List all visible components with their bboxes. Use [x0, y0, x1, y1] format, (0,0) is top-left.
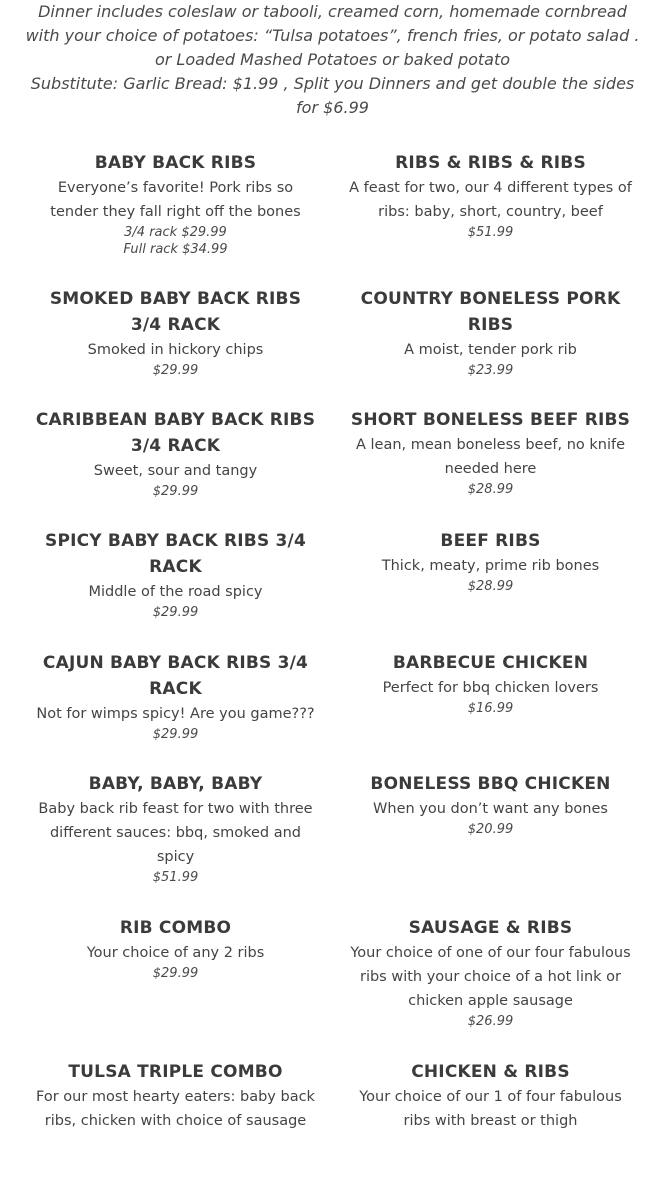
item-price: $29.99 [152, 484, 199, 499]
item-description: Smoked in hickory chips [87, 342, 264, 358]
menu-item-baby-baby-baby [18, 771, 333, 915]
item-title: BONELESS BBQ CHICKEN [370, 774, 611, 794]
item-description: A moist, tender pork rib [404, 342, 577, 358]
menu-item-cajun-baby-back-ribs [18, 650, 333, 771]
item-description: Thick, meaty, prime rib bones [381, 558, 600, 574]
item-price: $51.99 [152, 870, 199, 885]
item-title: RIBS & RIBS & RIBS [395, 153, 586, 173]
item-title: TULSA TRIPLE COMBO [68, 1062, 283, 1082]
item-description: Your choice of one of our four fabulous ribs with your choice of a hot link or chicken apple sausage [350, 945, 631, 1009]
item-title: CHICKEN & RIBS [411, 1062, 570, 1082]
item-description: When you don’t want any bones [373, 801, 608, 817]
menu-item-country-boneless-pork-ribs [333, 286, 648, 407]
menu-item-caribbean-baby-back-ribs [18, 407, 333, 528]
menu-item-short-boneless-beef-ribs [333, 407, 648, 528]
menu-item-barbecue-chicken [333, 650, 648, 771]
intro-line-2: with your choice of potatoes: “Tulsa potatoes”, french fries, or potato salad . [25, 26, 640, 45]
menu-grid [18, 150, 648, 1179]
item-title: CAJUN BABY BACK RIBS 3/4 RACK [42, 653, 309, 699]
intro-line-4: Substitute: Garlic Bread: $1.99 , Split you Dinners and get double the sides [30, 74, 635, 93]
menu-item-rib-combo [18, 915, 333, 1059]
item-price: Full rack $34.99 [123, 242, 228, 257]
item-title: BABY BACK RIBS [94, 153, 257, 173]
menu-item-tulsa-triple-combo [18, 1059, 333, 1179]
item-price: $28.99 [467, 482, 514, 497]
menu-item-chicken-ribs [333, 1059, 648, 1179]
item-price: $16.99 [467, 701, 514, 716]
menu-item-baby-back-ribs [18, 150, 333, 286]
item-price: $23.99 [467, 363, 514, 378]
item-title: RIB COMBO [119, 918, 232, 938]
item-price: $26.99 [467, 1014, 514, 1029]
menu-item-boneless-bbq-chicken [333, 771, 648, 915]
item-description: Middle of the road spicy [88, 584, 263, 600]
menu-item-spicy-baby-back-ribs [18, 528, 333, 650]
menu-item-ribs-ribs-ribs [333, 150, 648, 286]
menu-item-sausage-ribs [333, 915, 648, 1059]
item-title: COUNTRY BONELESS PORK RIBS [360, 289, 621, 335]
item-price: $28.99 [467, 579, 514, 594]
intro-line-5: for $6.99 [296, 98, 369, 117]
item-description: A lean, mean boneless beef, no knife needed here [355, 437, 626, 477]
intro-line-3: or Loaded Mashed Potatoes or baked potato [154, 50, 511, 69]
item-description: Everyone’s favorite! Pork ribs so tender they fall right off the bones [50, 180, 301, 220]
item-title: SHORT BONELESS BEEF RIBS [350, 410, 631, 430]
item-description: Perfect for bbq chicken lovers [382, 680, 599, 696]
item-description: Sweet, sour and tangy [93, 463, 258, 479]
item-description: For our most hearty eaters: baby back ribs, chicken with choice of sausage [36, 1089, 315, 1129]
item-title: BABY, BABY, BABY [88, 774, 263, 794]
item-description: Your choice of any 2 ribs [86, 945, 265, 961]
item-price: $29.99 [152, 363, 199, 378]
item-title: BEEF RIBS [440, 531, 541, 551]
intro-line-1: Dinner includes coleslaw or tabooli, creamed corn, homemade cornbread [38, 2, 627, 21]
item-title: SMOKED BABY BACK RIBS 3/4 RACK [49, 289, 302, 335]
dinner-intro [0, 0, 665, 120]
item-description: Your choice of our 1 of four fabulous ribs with breast or thigh [359, 1089, 622, 1129]
item-price: $29.99 [152, 605, 199, 620]
menu-item-beef-ribs [333, 528, 648, 650]
item-title: SAUSAGE & RIBS [408, 918, 573, 938]
item-title: BARBECUE CHICKEN [392, 653, 589, 673]
item-price: $51.99 [467, 225, 514, 240]
item-price: $20.99 [467, 822, 514, 837]
item-description: A feast for two, our 4 different types of ribs: baby, short, country, beef [349, 180, 632, 220]
menu-item-smoked-baby-back-ribs [18, 286, 333, 407]
item-description: Not for wimps spicy! Are you game??? [36, 706, 315, 722]
item-title: SPICY BABY BACK RIBS 3/4 RACK [45, 531, 306, 577]
item-price: 3/4 rack $29.99 [124, 225, 227, 240]
item-price: $29.99 [152, 727, 199, 742]
item-description: Baby back rib feast for two with three different sauces: bbq, smoked and spicy [38, 801, 313, 865]
item-title: CARIBBEAN BABY BACK RIBS 3/4 RACK [35, 410, 316, 456]
item-price: $29.99 [152, 966, 199, 981]
